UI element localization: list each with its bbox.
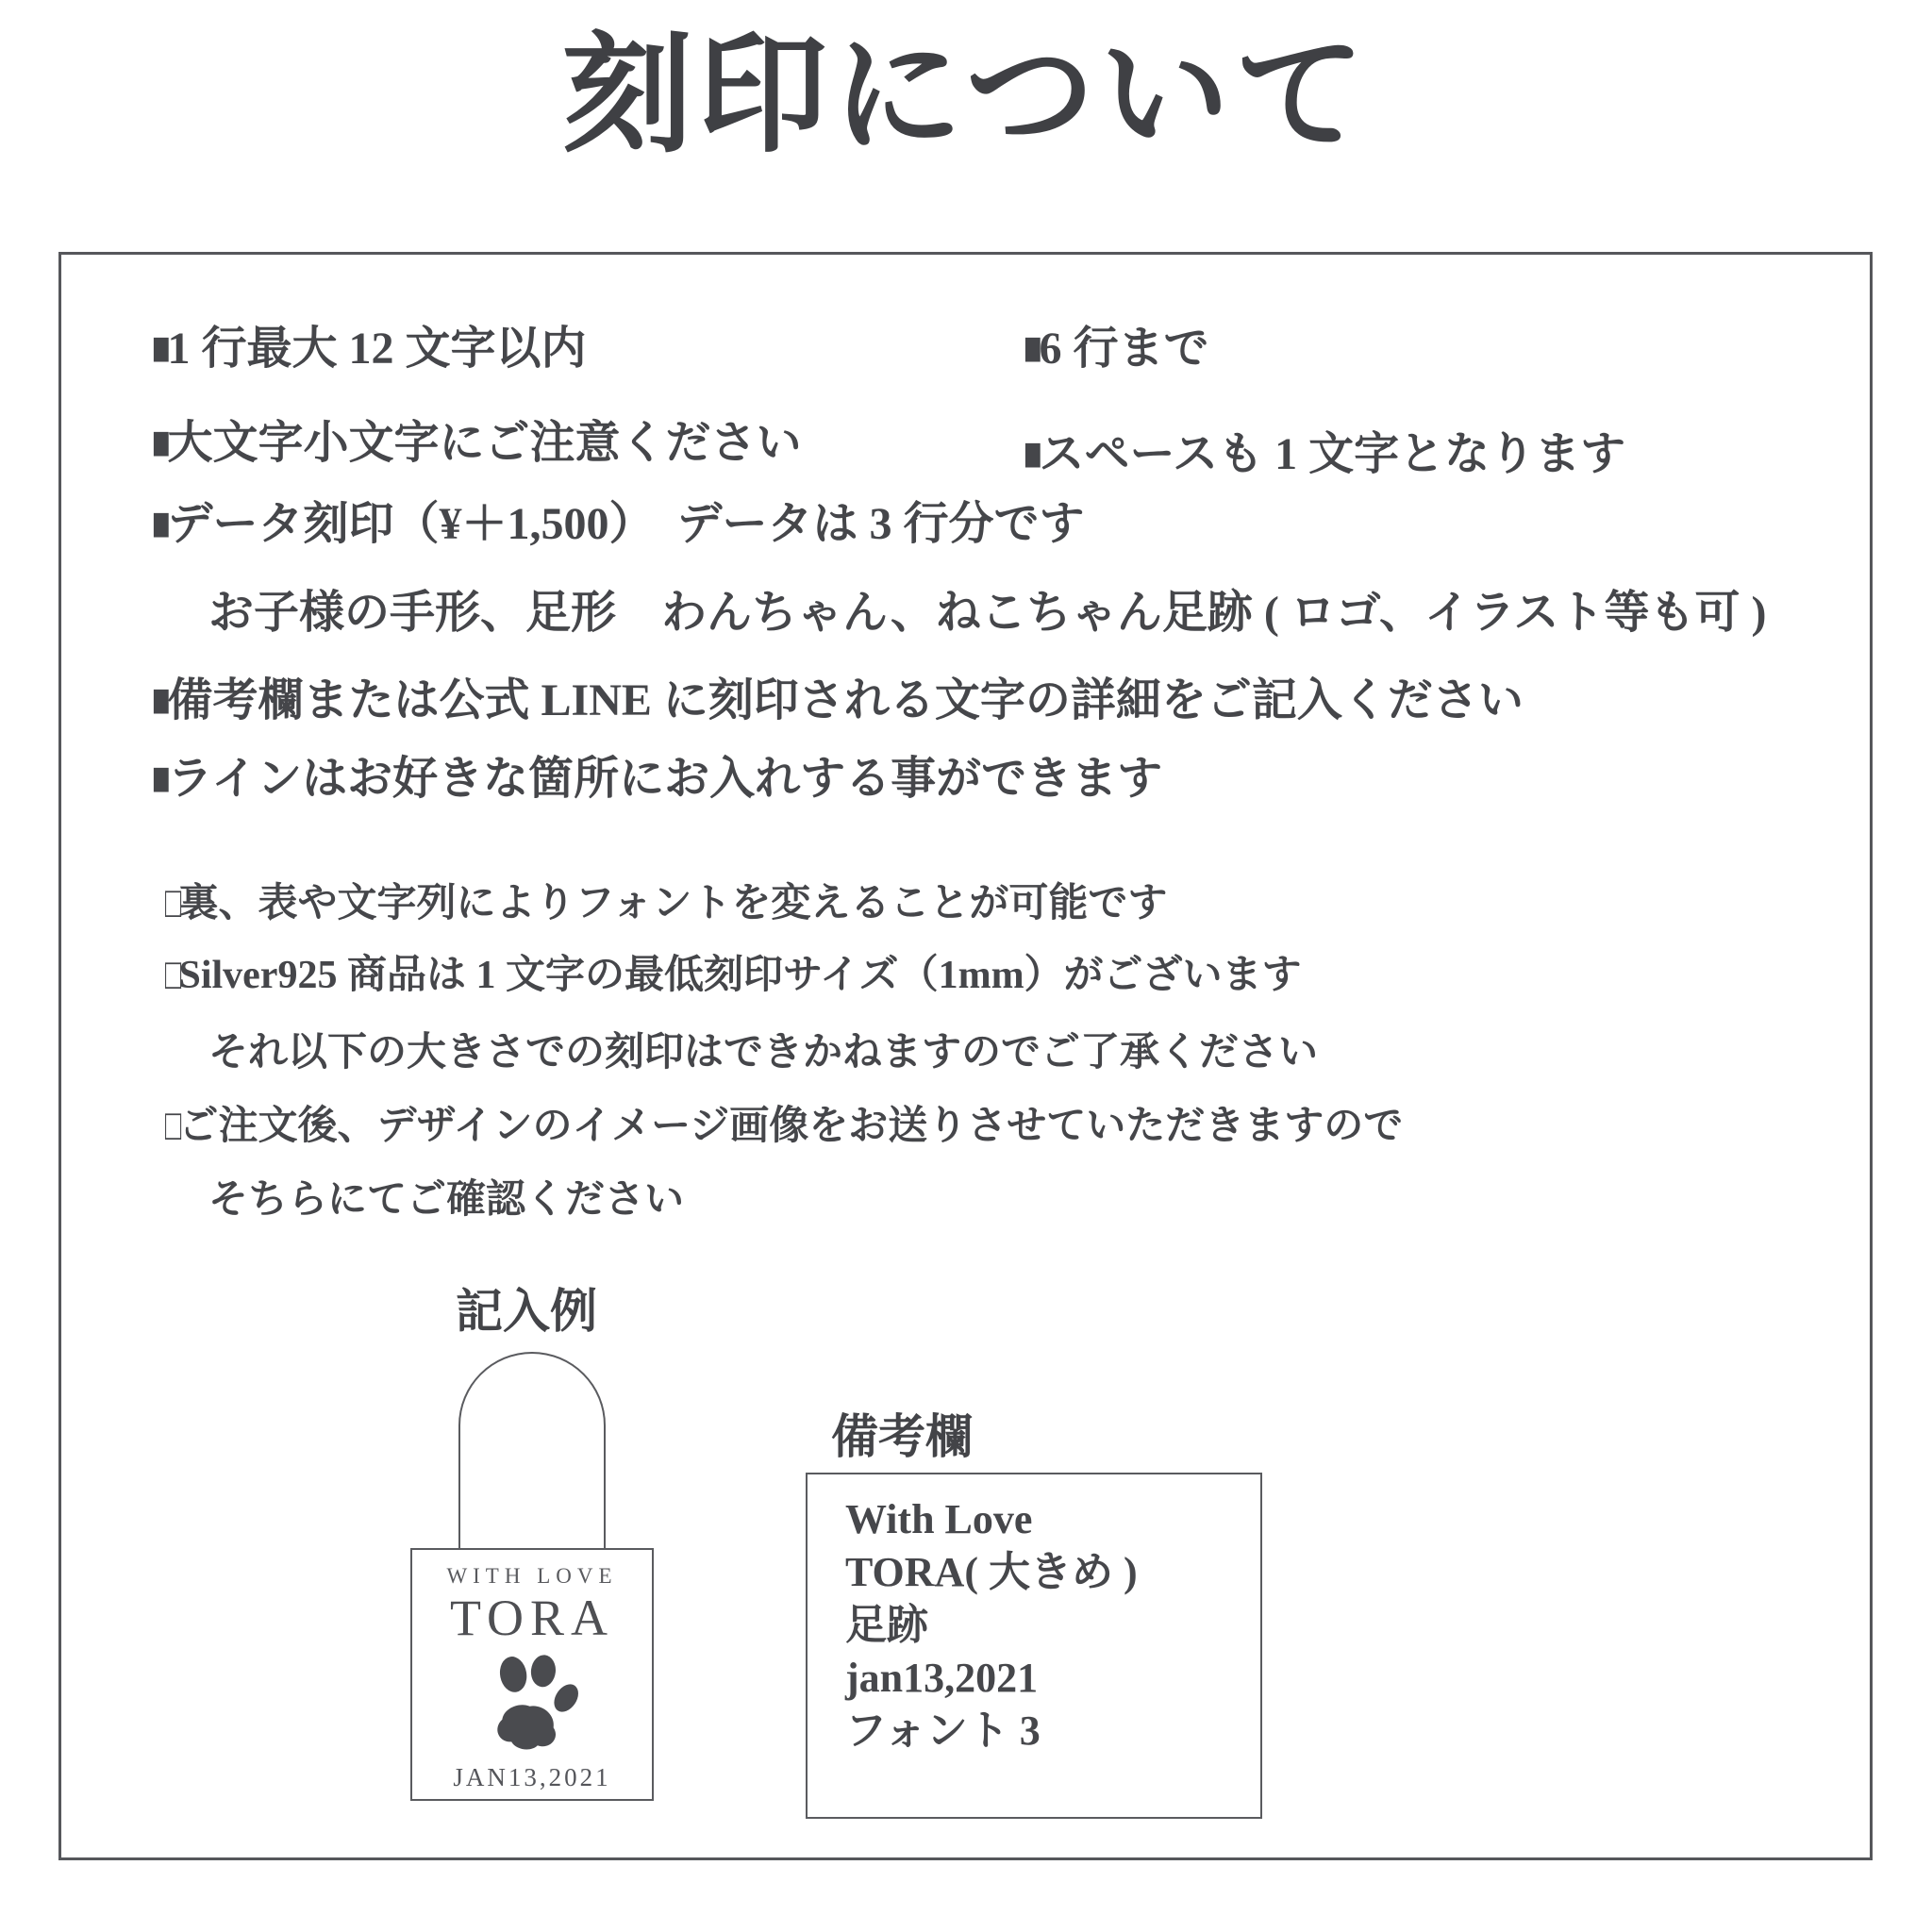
filled-square-bullet: ■ <box>1024 426 1042 482</box>
filled-square-bullet: ■ <box>152 673 171 728</box>
rule-max-chars-per-line <box>152 323 587 375</box>
rule-text: お子様の手形、足形 わんちゃん、ねこちゃん足跡 ( ロゴ、イラスト等も可 ) <box>208 588 1767 638</box>
rule-data-engraving-detail <box>208 587 1767 639</box>
note-text: ご注文後、デザインのイメージ画像をお送りさせていただきますので <box>178 1105 1404 1148</box>
rule-line-placement <box>152 753 1162 805</box>
note-text: そちらにてご確認ください <box>208 1178 685 1222</box>
filled-square-bullet: ■ <box>152 415 171 471</box>
note-font-change <box>165 881 1167 926</box>
engraved-tag-example <box>410 1548 654 1801</box>
rule-data-engraving <box>152 498 1085 550</box>
rule-space-counts <box>1024 428 1625 480</box>
remark-line: With Love <box>845 1496 1033 1542</box>
info-panel <box>58 252 1873 1860</box>
note-min-size-detail <box>208 1030 1318 1075</box>
rule-text: 備考欄または公式 LINE に刻印される文字の詳細をご記入ください <box>167 675 1524 725</box>
tag-name-line: TORA <box>449 1589 615 1646</box>
rule-text: データ刻印（¥＋1,500） データは 3 行分です <box>167 499 1085 549</box>
rule-text: スペースも 1 文字となります <box>1039 429 1626 479</box>
remark-line: フォント 3 <box>845 1707 1041 1754</box>
tag-loop-outline <box>458 1352 606 1552</box>
entry-example-label: 記入例 <box>456 1285 597 1338</box>
rule-case-warning <box>152 417 802 469</box>
tag-date-line: JAN13,2021 <box>453 1763 611 1792</box>
open-square-bullet: □ <box>165 879 182 928</box>
open-square-bullet: □ <box>165 1102 182 1151</box>
filled-square-bullet: ■ <box>152 321 171 376</box>
rule-text: ラインはお好きな箇所にお入れする事ができます <box>167 754 1163 804</box>
rule-text: 6 行まで <box>1039 324 1209 374</box>
filled-square-bullet: ■ <box>1024 321 1042 376</box>
filled-square-bullet: ■ <box>152 751 171 807</box>
remark-line: jan13,2021 <box>845 1655 1039 1701</box>
rule-max-lines <box>1024 323 1209 375</box>
note-min-size <box>165 953 1302 998</box>
note-design-preview <box>165 1104 1403 1149</box>
remarks-label: 備考欄 <box>831 1410 973 1463</box>
rule-remarks-instruction <box>152 675 1524 726</box>
tag-top-line: WITH LOVE <box>446 1564 618 1588</box>
remark-line: 足跡 <box>845 1602 928 1648</box>
note-text: 裏、表や文字列によりフォントを変えることが可能です <box>178 882 1168 925</box>
page-title: 刻印について <box>562 24 1370 168</box>
note-design-preview-detail <box>208 1177 684 1223</box>
filled-square-bullet: ■ <box>152 496 171 552</box>
rule-text: 大文字小文字にご注意ください <box>167 418 802 468</box>
note-text: それ以下の大きさでの刻印はできかねますのでご了承ください <box>208 1031 1319 1074</box>
rule-text: 1 行最大 12 文字以内 <box>167 324 587 374</box>
note-text: Silver925 商品は 1 文字の最低刻印サイズ（1mm）がございます <box>178 954 1302 997</box>
remarks-box <box>806 1473 1262 1819</box>
paw-print-icon <box>485 1652 579 1756</box>
open-square-bullet: □ <box>165 951 182 1000</box>
remark-line: TORA( 大きめ ) <box>845 1549 1138 1595</box>
